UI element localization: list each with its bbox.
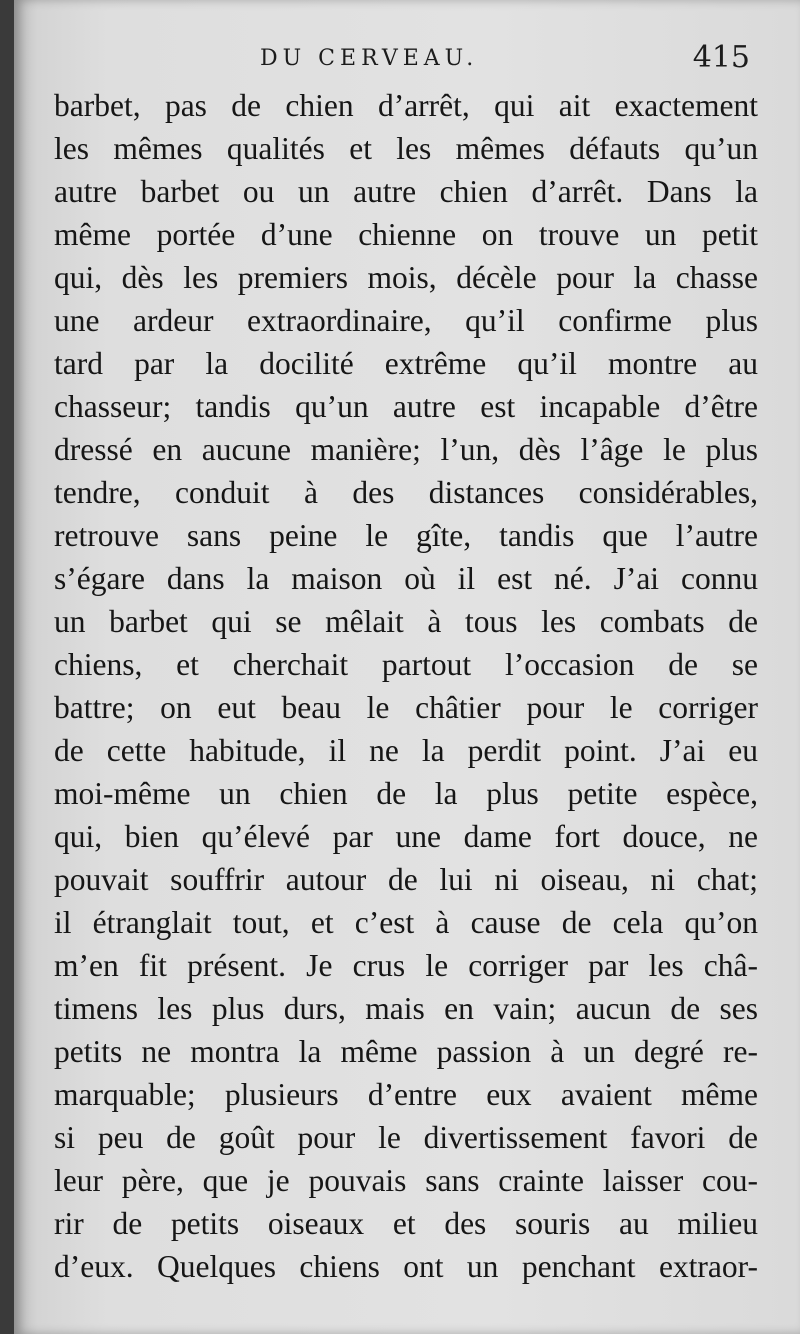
text-line: moi-même un chien de la plus petite espèce, xyxy=(54,776,758,811)
text-line: rir de petits oiseaux et des souris au milieu xyxy=(54,1206,758,1241)
text-line: retrouve sans peine le gîte, tandis que l’autre xyxy=(54,518,758,553)
text-line: chiens, et cherchait partout l’occasion de se xyxy=(54,647,758,682)
text-line: barbet, pas de chien d’arrêt, qui ait exactement xyxy=(54,88,758,123)
text-line: timens les plus durs, mais en vain; aucun de ses xyxy=(54,991,758,1026)
text-line: leur père, que je pouvais sans crainte laisser cou- xyxy=(54,1163,758,1198)
text-line: les mêmes qualités et les mêmes défauts qu’un xyxy=(54,131,758,166)
text-line: d’eux. Quelques chiens ont un penchant extraor- xyxy=(54,1249,758,1284)
text-line: dressé en aucune manière; l’un, dès l’âge le plus xyxy=(54,432,758,467)
text-line: si peu de goût pour le divertissement favori de xyxy=(54,1120,758,1155)
body-text xyxy=(54,84,758,1288)
text-line: battre; on eut beau le châtier pour le corriger xyxy=(54,690,758,725)
text-line: il étranglait tout, et c’est à cause de cela qu’on xyxy=(54,905,758,940)
book-page xyxy=(14,0,800,1334)
text-line: un barbet qui se mêlait à tous les combats de xyxy=(54,604,758,639)
page-header xyxy=(14,40,800,80)
text-line: m’en fit présent. Je crus le corriger par les châ- xyxy=(54,948,758,983)
text-line: qui, bien qu’élevé par une dame fort douce, ne xyxy=(54,819,758,854)
text-line: tard par la docilité extrême qu’il montre au xyxy=(54,346,758,381)
text-line: qui, dès les premiers mois, décèle pour la chasse xyxy=(54,260,758,295)
text-line: pouvait souffrir autour de lui ni oiseau, ni chat; xyxy=(54,862,758,897)
running-title: DU CERVEAU. xyxy=(260,46,479,71)
text-line: chasseur; tandis qu’un autre est incapable d’être xyxy=(54,389,758,424)
text-line: une ardeur extraordinaire, qu’il confirme plus xyxy=(54,303,758,338)
page-number: 415 xyxy=(692,40,750,75)
text-line: petits ne montra la même passion à un degré re- xyxy=(54,1034,758,1069)
text-line: autre barbet ou un autre chien d’arrêt. Dans la xyxy=(54,174,758,209)
text-line: même portée d’une chienne on trouve un petit xyxy=(54,217,758,252)
text-line: marquable; plusieurs d’entre eux avaient même xyxy=(54,1077,758,1112)
text-line: s’égare dans la maison où il est né. J’ai connu xyxy=(54,561,758,596)
text-line: de cette habitude, il ne la perdit point. J’ai eu xyxy=(54,733,758,768)
text-line: tendre, conduit à des distances considérables, xyxy=(54,475,758,510)
